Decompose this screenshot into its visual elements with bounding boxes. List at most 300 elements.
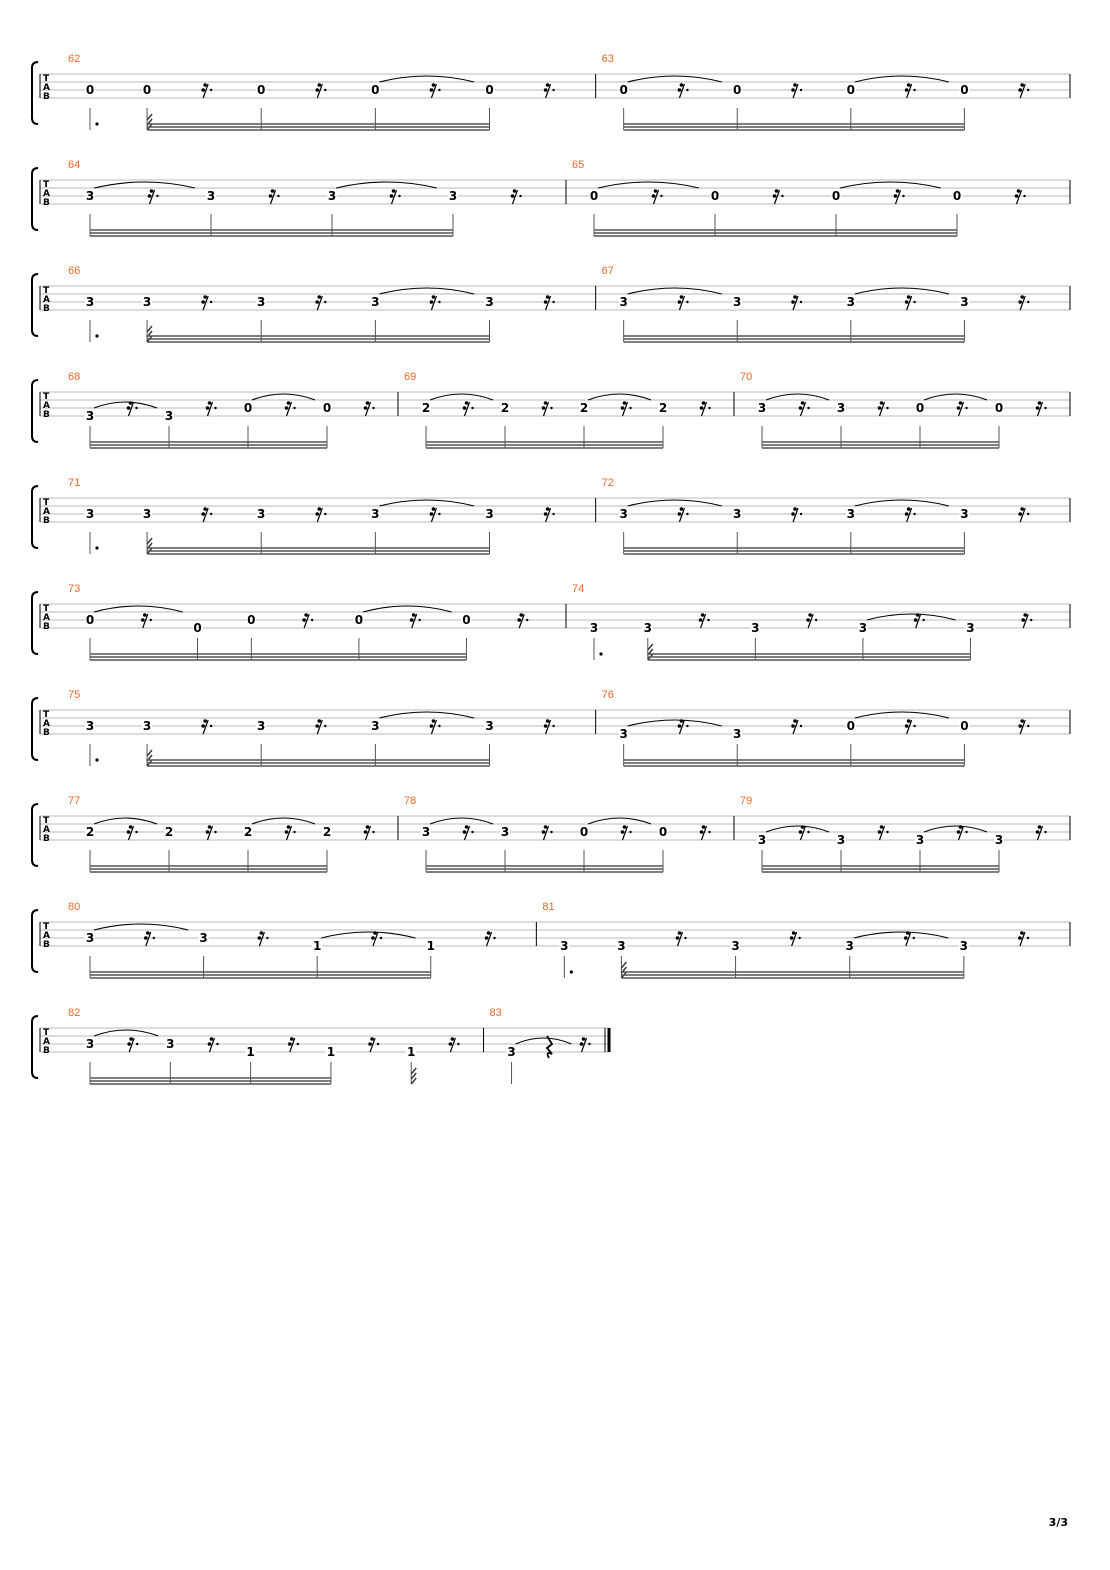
- rest-head: [463, 830, 467, 834]
- measure: [740, 371, 1070, 448]
- rest-dot: [815, 619, 817, 621]
- rest-head: [799, 406, 803, 410]
- rest-dot: [1027, 513, 1029, 515]
- rest-head: [582, 1037, 586, 1041]
- rest-head: [317, 507, 321, 511]
- rest-head: [791, 512, 795, 516]
- sixteenth-rest-icon: [791, 507, 802, 522]
- measure: [572, 159, 1070, 236]
- tie-arc-icon: [252, 818, 315, 824]
- fret-number: 2: [322, 825, 332, 839]
- rest-dot: [438, 513, 440, 515]
- fret-number: 3: [643, 621, 652, 635]
- fret-number: 2: [500, 401, 510, 415]
- sixteenth-rest-icon: [791, 83, 802, 98]
- fret-number: 0: [354, 613, 364, 627]
- sixteenth-rest-icon: [315, 295, 326, 310]
- measure: [490, 1007, 591, 1084]
- fret-number: 3: [485, 719, 494, 733]
- tie-arc-icon: [924, 394, 987, 400]
- sixteenth-rest-icon: [463, 825, 474, 840]
- sixteenth-rest-icon: [410, 613, 421, 628]
- rest-head: [1020, 83, 1024, 87]
- rest-dot: [153, 937, 155, 939]
- rest-head: [519, 613, 523, 617]
- rest-head: [150, 189, 154, 193]
- rest-dot: [297, 1043, 299, 1045]
- measure-number: 63: [601, 53, 614, 65]
- rest-head: [680, 83, 684, 87]
- rest-dot: [707, 619, 709, 621]
- fret-number: 3: [731, 939, 740, 953]
- rest-head: [412, 613, 416, 617]
- fret-number: 1: [407, 1045, 416, 1059]
- rest-head: [370, 1037, 374, 1041]
- fret-number: 0: [733, 83, 742, 97]
- tab-system: [32, 159, 1070, 236]
- sixteenth-rest-icon: [315, 507, 326, 522]
- rest-head: [271, 189, 275, 193]
- rest-dot: [214, 407, 216, 409]
- measure: [68, 265, 596, 342]
- sixteenth-rest-icon: [127, 1037, 138, 1052]
- tie-arc-icon: [379, 76, 474, 82]
- rest-head: [206, 830, 210, 834]
- fret-number: 3: [617, 939, 626, 953]
- sixteenth-rest-icon: [430, 719, 441, 734]
- rest-dot: [457, 1043, 459, 1045]
- fret-number: 1: [326, 1045, 336, 1059]
- system-bracket-icon: [32, 62, 38, 124]
- rest-dot: [311, 619, 313, 621]
- fret-number: 3: [915, 833, 925, 847]
- rest-dot: [150, 619, 152, 621]
- fret-number: 0: [589, 189, 599, 203]
- rest-head: [373, 931, 377, 935]
- measure: [602, 477, 1070, 554]
- rest-head: [432, 719, 436, 723]
- tab-clef-letter: A: [43, 507, 50, 517]
- sixteenth-rest-icon: [1018, 931, 1029, 946]
- sixteenth-rest-icon: [773, 189, 784, 204]
- fret-number: 3: [733, 727, 742, 741]
- rest-dot: [1023, 195, 1025, 197]
- measure: [68, 901, 536, 978]
- tie-arc-icon: [855, 712, 949, 718]
- rest-head: [517, 618, 521, 622]
- rest-head: [1015, 194, 1019, 198]
- sixteenth-rest-icon: [208, 1037, 219, 1052]
- fret-number: 0: [960, 719, 969, 733]
- rest-dot: [552, 513, 554, 515]
- measure: [602, 689, 1070, 766]
- tie-arc-icon: [363, 606, 452, 612]
- rest-dot: [136, 1043, 138, 1045]
- fret-number: 3: [142, 507, 152, 521]
- fret-number: 2: [164, 825, 174, 839]
- tab-clef-letter: A: [43, 401, 50, 411]
- sixteenth-rest-icon: [201, 719, 212, 734]
- rest-head: [905, 724, 909, 728]
- fret-number: 3: [85, 931, 95, 945]
- sixteenth-rest-icon: [544, 507, 555, 522]
- sixteenth-rest-icon: [544, 295, 555, 310]
- rest-dot: [216, 1043, 218, 1045]
- sixteenth-rest-icon: [430, 295, 441, 310]
- sixteenth-rest-icon: [517, 613, 528, 628]
- sixteenth-rest-icon: [676, 931, 687, 946]
- rest-head: [258, 936, 262, 940]
- fret-number: 3: [560, 939, 569, 953]
- rest-dot: [686, 513, 688, 515]
- rest-dot: [886, 407, 888, 409]
- measure: [404, 795, 734, 872]
- rest-head: [203, 83, 207, 87]
- rest-dot: [380, 937, 382, 939]
- sixteenth-rest-icon: [905, 507, 916, 522]
- sixteenth-rest-icon: [957, 401, 968, 416]
- fret-number: 3: [733, 507, 742, 521]
- fret-number: 2: [421, 401, 431, 415]
- rest-head: [208, 1042, 212, 1046]
- tab-clef-letter: A: [43, 295, 50, 305]
- fret-number: 3: [421, 825, 431, 839]
- sixteenth-rest-icon: [905, 83, 916, 98]
- fret-number: 3: [485, 507, 494, 521]
- sixteenth-rest-icon: [430, 83, 441, 98]
- sixteenth-rest-icon: [878, 825, 889, 840]
- sixteenth-rest-icon: [544, 719, 555, 734]
- rest-head: [702, 401, 706, 405]
- fret-number: 3: [142, 719, 152, 733]
- fret-number: 0: [462, 613, 471, 627]
- rest-head: [430, 88, 434, 92]
- rest-dot: [324, 725, 326, 727]
- rest-dot: [372, 407, 374, 409]
- rest-dot: [686, 301, 688, 303]
- rest-head: [366, 825, 370, 829]
- tie-arc-icon: [94, 402, 157, 408]
- tab-clef-letter: B: [43, 940, 50, 950]
- rest-head: [1018, 724, 1022, 728]
- fret-number: 0: [322, 401, 332, 415]
- sixteenth-rest-icon: [580, 1037, 591, 1052]
- fret-number: 0: [142, 83, 152, 97]
- fret-number: 3: [327, 189, 337, 203]
- tab-clef-letter: B: [43, 198, 50, 208]
- tab-system: [32, 795, 1070, 872]
- rest-dot: [552, 89, 554, 91]
- sixteenth-rest-icon: [1018, 507, 1029, 522]
- rest-head: [390, 194, 394, 198]
- fret-number: 0: [485, 83, 494, 97]
- sixteenth-rest-icon: [678, 83, 689, 98]
- measure: [404, 371, 734, 448]
- tab-clef-letter: B: [43, 304, 50, 314]
- fret-number: 2: [85, 825, 95, 839]
- sixteenth-rest-icon: [894, 189, 905, 204]
- tie-arc-icon: [336, 182, 437, 188]
- rest-head: [652, 194, 656, 198]
- sixteenth-rest-icon: [1036, 401, 1047, 416]
- rest-head: [700, 830, 704, 834]
- fret-number: 3: [836, 401, 846, 415]
- sixteenth-rest-icon: [285, 825, 296, 840]
- system-bracket-icon: [32, 274, 38, 336]
- rest-head: [430, 512, 434, 516]
- fret-number: 0: [371, 83, 380, 97]
- tie-arc-icon: [766, 826, 829, 832]
- fret-number: 0: [85, 83, 95, 97]
- rest-head: [1018, 88, 1022, 92]
- rest-head: [485, 936, 489, 940]
- rest-dot: [293, 831, 295, 833]
- fret-number: 0: [579, 825, 589, 839]
- fret-number: 3: [485, 295, 494, 309]
- sixteenth-rest-icon: [678, 719, 689, 734]
- fret-number: 3: [257, 719, 266, 733]
- rest-dot: [629, 831, 631, 833]
- fret-number: 0: [994, 401, 1004, 415]
- tab-system: [32, 583, 1070, 660]
- duration-dot: [95, 546, 98, 549]
- rest-head: [678, 724, 682, 728]
- fret-number: 3: [206, 189, 216, 203]
- rest-head: [959, 825, 963, 829]
- fret-number: 0: [243, 401, 253, 415]
- rest-head: [544, 724, 548, 728]
- fret-number: 3: [371, 719, 380, 733]
- rest-head: [544, 825, 548, 829]
- sixteenth-rest-icon: [315, 719, 326, 734]
- rest-head: [1038, 825, 1042, 829]
- rest-head: [290, 1037, 294, 1041]
- rest-dot: [686, 89, 688, 91]
- tab-system: [32, 53, 1070, 130]
- rest-head: [808, 613, 812, 617]
- rest-dot: [471, 407, 473, 409]
- rest-head: [806, 618, 810, 622]
- rest-dot: [800, 513, 802, 515]
- fret-number: 3: [757, 833, 767, 847]
- measure: [68, 477, 596, 554]
- rest-dot: [156, 195, 158, 197]
- rest-dot: [807, 831, 809, 833]
- rest-head: [127, 406, 131, 410]
- fret-number: 3: [619, 727, 628, 741]
- rest-dot: [135, 407, 137, 409]
- rest-head: [793, 83, 797, 87]
- rest-head: [623, 401, 627, 405]
- rest-head: [201, 512, 205, 516]
- tab-clef-letter: T: [43, 604, 50, 614]
- fret-number: 3: [371, 507, 380, 521]
- tab-clef-letter: A: [43, 825, 50, 835]
- rest-head: [1020, 931, 1024, 935]
- sixteenth-rest-icon: [914, 613, 925, 628]
- rest-dot: [293, 407, 295, 409]
- rest-head: [791, 88, 795, 92]
- fret-number: 3: [85, 719, 95, 733]
- sixteenth-rest-icon: [957, 825, 968, 840]
- fret-number: 1: [246, 1045, 255, 1059]
- rest-head: [203, 295, 207, 299]
- tab-clef-letter: T: [43, 710, 50, 720]
- tab-clef-letter: B: [43, 1046, 50, 1056]
- system-bracket-icon: [32, 380, 38, 442]
- measure-number: 69: [404, 371, 417, 383]
- tie-arc-icon: [588, 818, 651, 824]
- measure-number: 78: [404, 795, 417, 807]
- rest-head: [542, 830, 546, 834]
- rest-dot: [798, 937, 800, 939]
- sixteenth-rest-icon: [364, 825, 375, 840]
- rest-head: [1018, 936, 1022, 940]
- rest-head: [654, 189, 658, 193]
- rest-head: [878, 830, 882, 834]
- rest-dot: [913, 725, 915, 727]
- rest-head: [1020, 295, 1024, 299]
- rest-head: [513, 189, 517, 193]
- fret-number: 0: [247, 613, 256, 627]
- fret-number: 3: [257, 507, 266, 521]
- rest-head: [430, 300, 434, 304]
- tie-arc-icon: [855, 288, 949, 294]
- measure-number: 66: [68, 265, 81, 277]
- fret-number: 2: [658, 401, 668, 415]
- tab-clef-letter: A: [43, 613, 50, 623]
- fret-number: 3: [142, 295, 152, 309]
- sixteenth-rest-icon: [878, 401, 889, 416]
- rest-head: [676, 936, 680, 940]
- rest-head: [302, 618, 306, 622]
- rest-dot: [210, 89, 212, 91]
- fret-number: 3: [448, 189, 458, 203]
- rest-dot: [913, 937, 915, 939]
- fret-number: 3: [733, 295, 742, 309]
- fret-number: 0: [831, 189, 841, 203]
- rest-head: [1020, 507, 1024, 511]
- rest-head: [916, 613, 920, 617]
- fret-number: 3: [371, 295, 380, 309]
- tab-clef-letter: T: [43, 286, 50, 296]
- sixteenth-rest-icon: [700, 825, 711, 840]
- rest-head: [1017, 189, 1021, 193]
- rest-head: [317, 83, 321, 87]
- rest-head: [201, 88, 205, 92]
- rest-head: [791, 724, 795, 728]
- measure-number: 70: [740, 371, 753, 383]
- rest-head: [906, 931, 910, 935]
- rest-head: [430, 724, 434, 728]
- system-bracket-icon: [32, 804, 38, 866]
- rest-head: [1036, 830, 1040, 834]
- rest-head: [143, 613, 147, 617]
- rest-head: [907, 507, 911, 511]
- rest-head: [285, 406, 289, 410]
- fret-number: 3: [960, 295, 969, 309]
- rest-dot: [922, 619, 924, 621]
- rest-head: [392, 189, 396, 193]
- rest-head: [148, 194, 152, 198]
- rest-dot: [372, 831, 374, 833]
- fret-number: 3: [846, 507, 856, 521]
- sixteenth-rest-icon: [652, 189, 663, 204]
- rest-dot: [629, 407, 631, 409]
- tie-arc-icon: [867, 614, 956, 620]
- fret-number: 0: [257, 83, 266, 97]
- fret-number: 3: [199, 931, 208, 945]
- rest-head: [127, 830, 131, 834]
- rest-dot: [1027, 725, 1029, 727]
- rest-head: [315, 300, 319, 304]
- rest-dot: [800, 725, 802, 727]
- rest-head: [201, 300, 205, 304]
- tie-arc-icon: [766, 394, 829, 400]
- rest-head: [144, 936, 148, 940]
- duration-dot: [95, 334, 98, 337]
- rest-head: [129, 1037, 133, 1041]
- sixteenth-rest-icon: [371, 931, 382, 946]
- measure: [602, 265, 1070, 342]
- measure: [68, 53, 596, 130]
- rest-dot: [1030, 619, 1032, 621]
- sixteenth-rest-icon: [799, 825, 810, 840]
- sixteenth-rest-icon: [905, 719, 916, 734]
- sixteenth-rest-icon: [511, 189, 522, 204]
- tab-clef-letter: A: [43, 719, 50, 729]
- rest-dot: [210, 513, 212, 515]
- rest-head: [905, 512, 909, 516]
- rest-dot: [550, 831, 552, 833]
- rest-head: [623, 825, 627, 829]
- tab-clef-letter: T: [43, 180, 50, 190]
- rest-dot: [686, 725, 688, 727]
- sixteenth-rest-icon: [791, 719, 802, 734]
- rest-head: [206, 406, 210, 410]
- rest-dot: [493, 937, 495, 939]
- fret-number: 3: [507, 1045, 516, 1059]
- rest-dot: [210, 725, 212, 727]
- sixteenth-rest-icon: [678, 507, 689, 522]
- rest-head: [793, 295, 797, 299]
- measure-number: 75: [68, 689, 81, 701]
- measure: [602, 53, 1070, 130]
- fret-number: 3: [846, 295, 856, 309]
- rest-dot: [1027, 89, 1029, 91]
- fret-number: 3: [166, 1037, 175, 1051]
- rest-head: [544, 401, 548, 405]
- rest-head: [371, 936, 375, 940]
- rest-head: [260, 931, 264, 935]
- rest-head: [680, 507, 684, 511]
- tie-arc-icon: [516, 1038, 572, 1044]
- sixteenth-rest-icon: [201, 507, 212, 522]
- sixteenth-rest-icon: [206, 401, 217, 416]
- rest-dot: [1044, 407, 1046, 409]
- rest-dot: [886, 831, 888, 833]
- rest-dot: [135, 831, 137, 833]
- fret-number: 0: [915, 401, 925, 415]
- tie-arc-icon: [94, 924, 188, 930]
- rest-head: [542, 406, 546, 410]
- measure-number: 76: [601, 689, 614, 701]
- rest-head: [317, 719, 321, 723]
- fret-number: 3: [960, 507, 969, 521]
- tab-clef-letter: A: [43, 83, 50, 93]
- tie-arc-icon: [588, 394, 651, 400]
- sixteenth-rest-icon: [144, 931, 155, 946]
